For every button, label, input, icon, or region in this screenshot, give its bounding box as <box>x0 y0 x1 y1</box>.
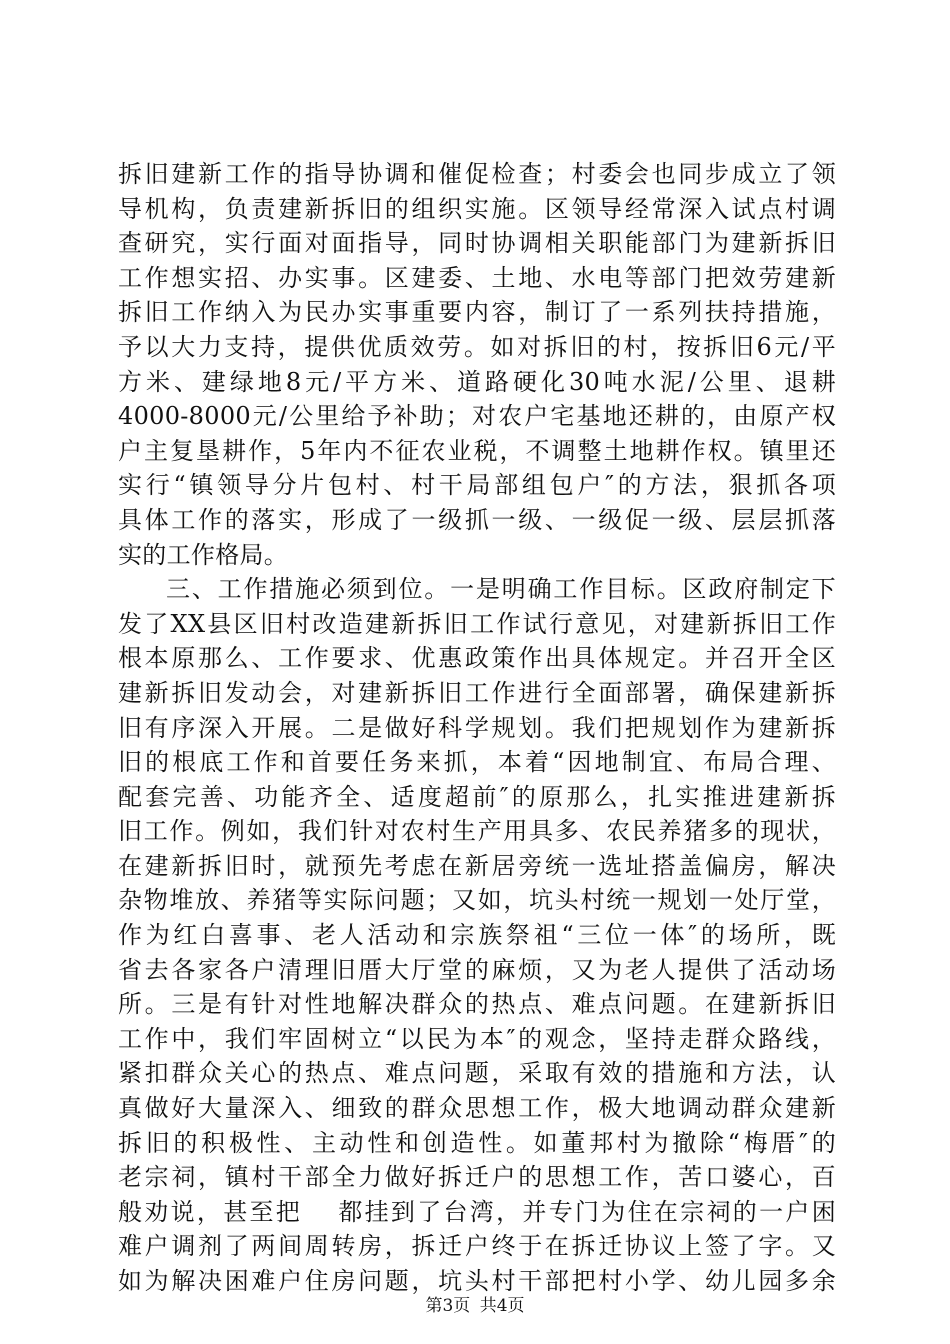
text-line: 老宗祠，镇村干部全力做好拆迁户的思想工作，苦口婆心，百 <box>118 1163 836 1192</box>
text-line: 方米、建绿地8元/平方米、道路硬化30吨水泥/公里、退耕 <box>118 367 836 396</box>
text-line: 户主复垦耕作，5年内不征农业税，不调整土地耕作权。镇里还 <box>118 436 836 465</box>
text-line: 拆旧工作纳入为民办实事重要内容，制订了一系列扶持措施， <box>118 298 836 327</box>
text-line: 配套完善、功能齐全、适度超前″的原那么，扎实推进建新拆 <box>118 782 836 811</box>
text-line: 予以大力支持，提供优质效劳。如对拆旧的村，按拆旧6元/平 <box>118 332 836 361</box>
text-line: 拆旧建新工作的指导协调和催促检查；村委会也同步成立了领 <box>118 160 836 188</box>
body-text <box>118 157 836 1299</box>
page-number: 第3页 <box>425 1296 471 1316</box>
text-line: 般劝说，甚至把 都挂到了台湾，并专门为住在宗祠的一户困 <box>118 1197 836 1226</box>
text-line: 如为解决困难户住房问题，坑头村干部把村小学、幼儿园多余 <box>118 1267 836 1295</box>
text-line: 工作中，我们牢固树立“以民为本″的观念，坚持走群众路线， <box>118 1024 836 1053</box>
text-line: 真做好大量深入、细致的群众思想工作，极大地调动群众建新 <box>118 1094 836 1123</box>
text-line: 导机构，负责建新拆旧的组织实施。区领导经常深入试点村调 <box>118 194 836 223</box>
text-line: 拆旧的积极性、主动性和创造性。如董邦村为撤除“梅厝″的 <box>118 1128 836 1157</box>
text-line: 实的工作格局。 <box>118 540 289 569</box>
text-line: 具体工作的落实，形成了一级抓一级、一级促一级、层层抓落 <box>118 505 836 534</box>
text-line: 旧的根底工作和首要任务来抓，本着“因地制宜、布局合理、 <box>118 748 836 777</box>
page-total: 共4页 <box>479 1296 525 1316</box>
text-line: 实行“镇领导分片包村、村干局部组包户″的方法，狠抓各项 <box>118 471 836 500</box>
paragraph-start-line: 三、工作措施必须到位。一是明确工作目标。区政府制定下 <box>166 575 836 604</box>
text-line: 所。三是有针对性地解决群众的热点、难点问题。在建新拆旧 <box>118 990 836 1019</box>
text-line: 建新拆旧发动会，对建新拆旧工作进行全面部署，确保建新拆 <box>118 678 836 707</box>
text-line: 在建新拆旧时，就预先考虑在新居旁统一选址搭盖偏房，解决 <box>118 851 836 880</box>
text-line: 杂物堆放、养猪等实际问题；又如，坑头村统一规划一处厅堂， <box>118 886 836 915</box>
text-line: 4000-8000元/公里给予补助；对农户宅基地还耕的，由原产权 <box>118 402 836 431</box>
text-line: 旧有序深入开展。二是做好科学规划。我们把规划作为建新拆 <box>118 713 836 742</box>
text-line: 发了XX县区旧村改造建新拆旧工作试行意见，对建新拆旧工作 <box>118 609 836 638</box>
text-line: 作为红白喜事、老人活动和宗族祭祖“三位一体″的场所，既 <box>118 921 836 950</box>
text-line: 难户调剂了两间周转房，拆迁户终于在拆迁协议上签了字。又 <box>118 1232 836 1261</box>
text-line: 紧扣群众关心的热点、难点问题，采取有效的措施和方法，认 <box>118 1059 836 1088</box>
text-line: 旧工作。例如，我们针对农村生产用具多、农民养猪多的现状， <box>118 817 836 846</box>
text-line: 查研究，实行面对面指导，同时协调相关职能部门为建新拆旧 <box>118 229 836 258</box>
text-line: 省去各家各户清理旧厝大厅堂的麻烦，又为老人提供了活动场 <box>118 955 836 984</box>
page-footer <box>0 1296 950 1316</box>
text-line: 工作想实招、办实事。区建委、土地、水电等部门把效劳建新 <box>118 263 836 292</box>
text-line: 根本原那么、工作要求、优惠政策作出具体规定。并召开全区 <box>118 644 836 673</box>
